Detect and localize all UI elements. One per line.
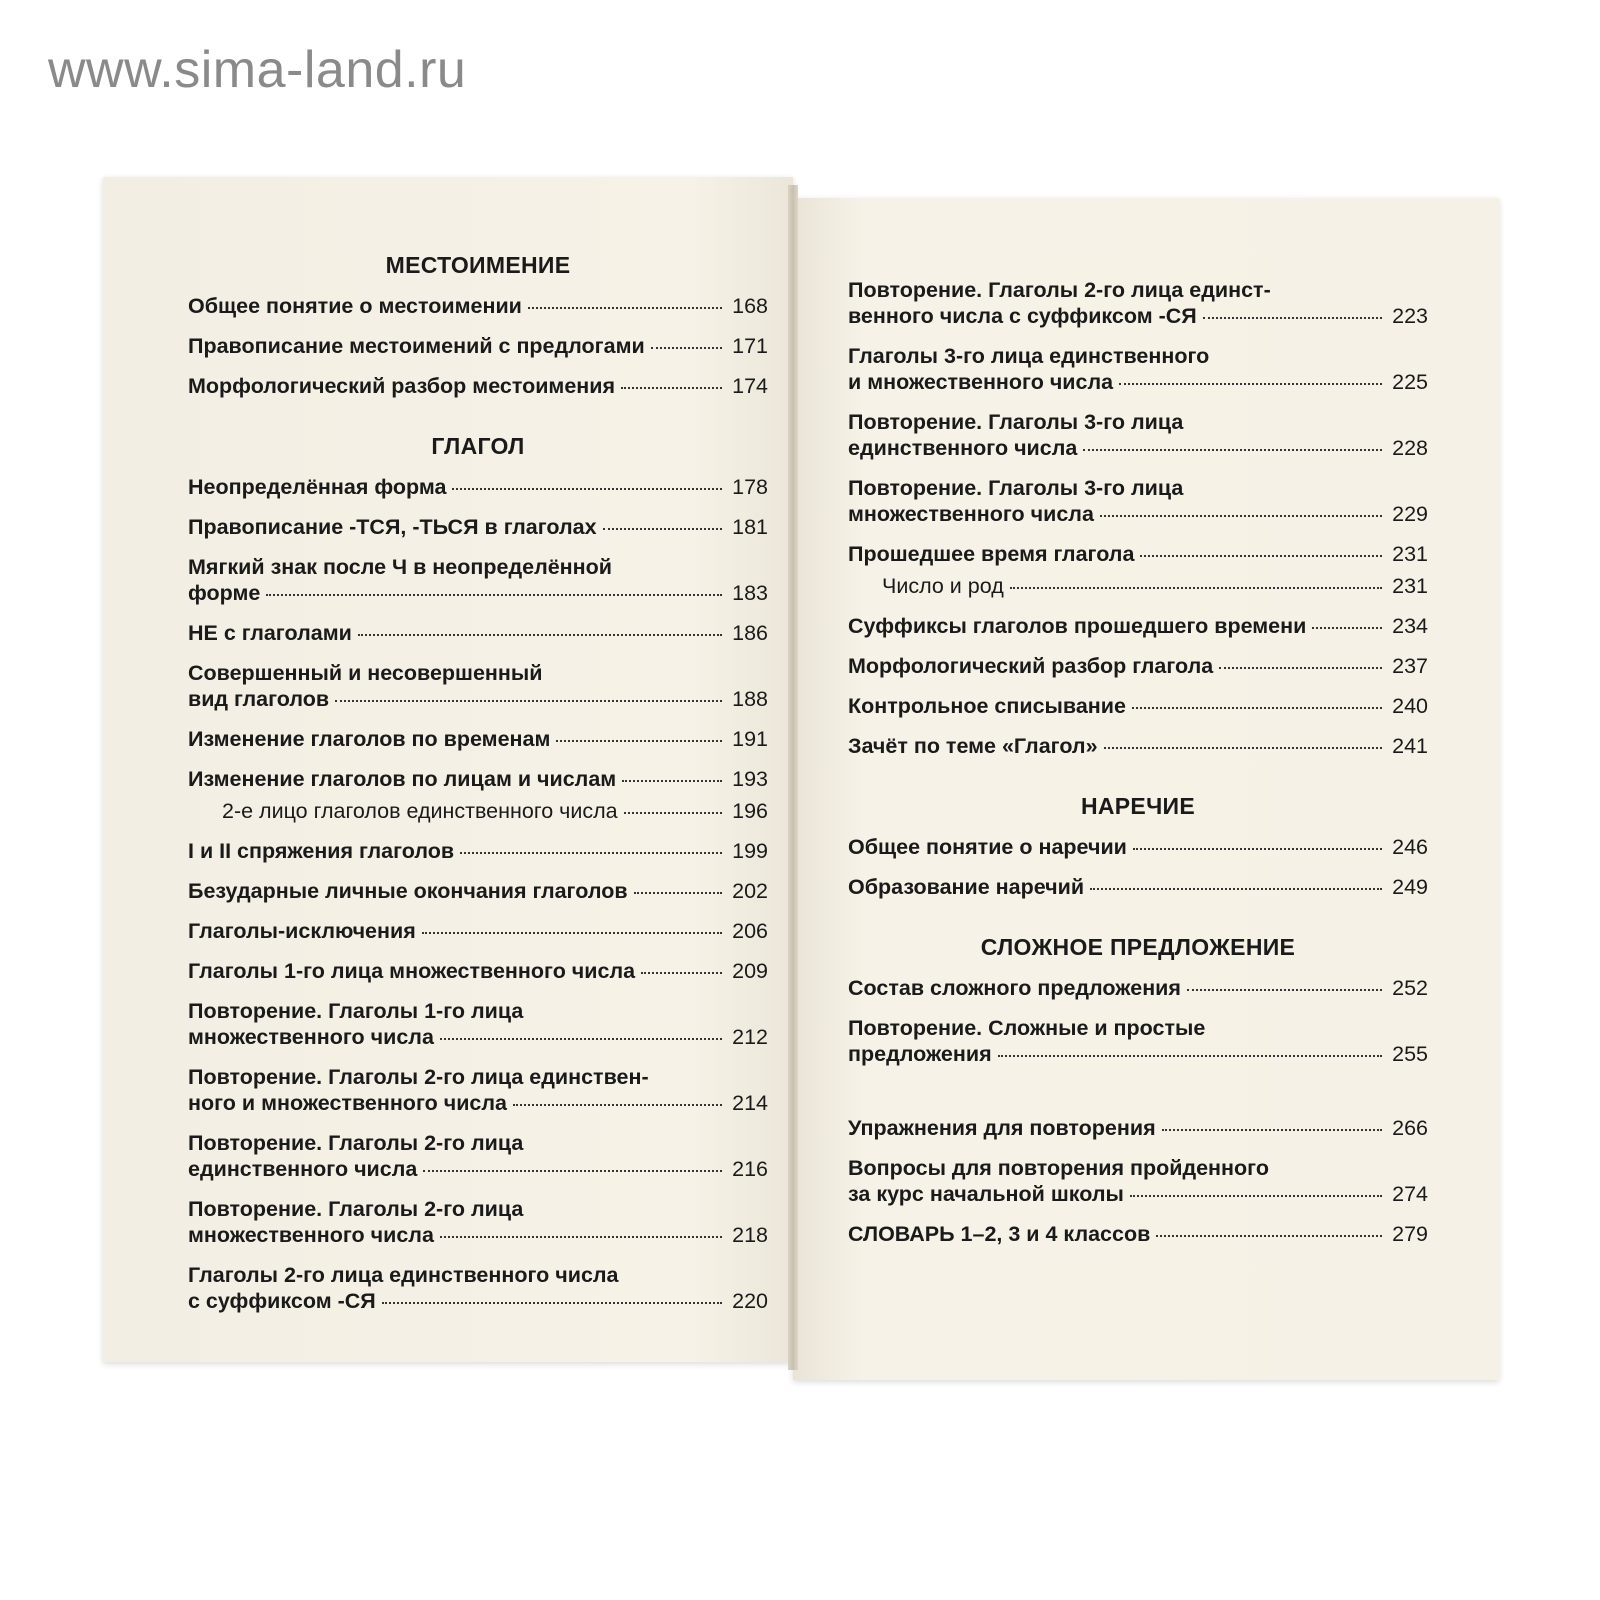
page-number: 199 [732, 839, 768, 863]
entry-last-line [188, 878, 768, 904]
page-number: 216 [732, 1157, 768, 1181]
section-heading: СЛОЖНОЕ ПРЕДЛОЖЕНИЕ [980, 934, 1296, 960]
entry-title-line: Изменение глаголов по лицам и числам [188, 767, 617, 791]
toc-entry [188, 998, 768, 1050]
entry-last-line [848, 1221, 1428, 1247]
page-number: 229 [1392, 502, 1428, 526]
entry-title-line: Состав сложного предложения [848, 976, 1181, 1000]
page-number: 168 [732, 294, 768, 318]
page-number: 212 [732, 1025, 768, 1049]
page-number: 231 [1392, 542, 1428, 566]
entry-last-line [848, 874, 1428, 900]
toc-entry [188, 918, 768, 944]
book-gutter [788, 185, 798, 1370]
entry-last-line [188, 766, 768, 792]
toc-entry [188, 620, 768, 646]
entry-title-line: венного числа с суффиксом -СЯ [848, 304, 1197, 328]
toc-entry [188, 660, 768, 712]
entry-title-line: I и II спряжения глаголов [188, 839, 455, 863]
entry-title-line: Изменение глаголов по временам [188, 727, 551, 751]
entry-title-line: форме [188, 581, 261, 605]
dot-leader [556, 740, 722, 742]
page-number: 196 [732, 799, 768, 823]
entry-title-line: Морфологический разбор глагола [848, 654, 1214, 678]
entry-last-line [188, 620, 768, 646]
entry-last-line [188, 838, 768, 864]
entry-last-line [848, 369, 1428, 395]
entry-title-line: Мягкий знак после Ч в неопределённой [188, 555, 613, 579]
entry-title-line: Повторение. Глаголы 3-го лица [848, 476, 1184, 500]
entry-last-line [188, 918, 768, 944]
dot-leader [513, 1104, 722, 1106]
entry-title-line: Прошедшее время глагола [848, 542, 1135, 566]
dot-leader [440, 1038, 722, 1040]
toc-entry [848, 541, 1428, 567]
entry-title-line: Морфологический разбор местоимения [188, 374, 616, 398]
entry-last-line [188, 514, 768, 540]
page-number: 266 [1392, 1116, 1428, 1140]
entry-title-line: единственного числа [188, 1157, 418, 1181]
entry-last-line [188, 686, 768, 712]
entry-last-line [188, 726, 768, 752]
entry-title-line: множественного числа [848, 502, 1094, 526]
toc-entry [188, 958, 768, 984]
entry-title-line: Неопределённая форма [188, 475, 447, 499]
dot-leader [1162, 1129, 1382, 1131]
section-gap [188, 399, 768, 433]
dot-leader [1090, 888, 1382, 890]
entry-title-line: Общее понятие о местоимении [188, 294, 522, 318]
toc-entry [188, 1262, 768, 1314]
toc-entry [848, 733, 1428, 759]
entry-title-line: Повторение. Глаголы 1-го лица [188, 999, 524, 1023]
toc-entry [848, 573, 1428, 599]
entry-title-line: Образование наречий [848, 875, 1085, 899]
dot-leader [621, 387, 722, 389]
dot-leader [624, 812, 722, 814]
page-number: 193 [732, 767, 768, 791]
dot-leader [423, 1170, 722, 1172]
dot-leader [641, 972, 722, 974]
page-number: 188 [732, 687, 768, 711]
toc-section [848, 1067, 1428, 1247]
page-number: 279 [1392, 1222, 1428, 1246]
toc-entry [848, 1221, 1428, 1247]
toc-entry [848, 475, 1428, 527]
entry-title-line: Общее понятие о наречии [848, 835, 1127, 859]
toc-entry [848, 1115, 1428, 1141]
dot-leader [622, 780, 722, 782]
toc-section [188, 399, 768, 1314]
toc-section [848, 277, 1428, 759]
page-number: 178 [732, 475, 768, 499]
toc-entry [848, 693, 1428, 719]
entry-title-line: Правописание местоимений с предлогами [188, 334, 645, 358]
toc-entry [188, 726, 768, 752]
entry-title-line: Зачёт по теме «Глагол» [848, 734, 1098, 758]
section-gap [848, 759, 1428, 793]
entry-last-line [848, 303, 1428, 329]
dot-leader [460, 852, 722, 854]
entry-title-line: Повторение. Глаголы 2-го лица единствен- [188, 1065, 649, 1089]
entry-last-line [188, 580, 768, 606]
page-number: 223 [1392, 304, 1428, 328]
entry-last-line [848, 541, 1428, 567]
page-number: 214 [732, 1091, 768, 1115]
entry-last-line [188, 1024, 768, 1050]
toc-entry [188, 1196, 768, 1248]
entry-title-line: и множественного числа [848, 370, 1114, 394]
dot-leader [998, 1055, 1382, 1057]
entry-title-line: предложения [848, 1042, 992, 1066]
toc-entry [188, 554, 768, 606]
dot-leader [1119, 383, 1382, 385]
dot-leader [452, 488, 722, 490]
entry-last-line [848, 733, 1428, 759]
toc-entry [188, 878, 768, 904]
entry-title-line: Правописание -ТСЯ, -ТЬСЯ в глаголах [188, 515, 597, 539]
toc-entry [848, 613, 1428, 639]
toc-entry [848, 874, 1428, 900]
toc-entry [188, 474, 768, 500]
entry-title-line: Повторение. Глаголы 2-го лица единст- [848, 278, 1271, 302]
entry-title-line: с суффиксом -СЯ [188, 1289, 376, 1313]
page-number: 183 [732, 581, 768, 605]
entry-last-line [188, 293, 768, 319]
toc-entry [848, 409, 1428, 461]
toc-entry [188, 373, 768, 399]
dot-leader [1219, 667, 1382, 669]
toc-section [188, 252, 768, 399]
entry-last-line [188, 1288, 768, 1314]
page-number: 174 [732, 374, 768, 398]
page-number: 191 [732, 727, 768, 751]
entry-title-line: Глаголы 1-го лица множественного числа [188, 959, 636, 983]
entry-last-line [188, 333, 768, 359]
dot-leader [440, 1236, 722, 1238]
right-page-contents [848, 263, 1428, 1247]
section-heading: НАРЕЧИЕ [1080, 793, 1196, 819]
page-number: 228 [1392, 436, 1428, 460]
entry-title-line: Безударные личные окончания глаголов [188, 879, 628, 903]
entry-last-line [188, 1156, 768, 1182]
entry-title-line: Совершенный и несовершенный [188, 661, 543, 685]
dot-leader [1312, 627, 1382, 629]
page-number: 225 [1392, 370, 1428, 394]
entry-title-line: единственного числа [848, 436, 1078, 460]
toc-entry [188, 1130, 768, 1182]
dot-leader [1083, 449, 1382, 451]
page-number: 231 [1392, 574, 1428, 598]
entry-title-line: Контрольное списывание [848, 694, 1126, 718]
entry-last-line [882, 573, 1428, 599]
toc-entry [188, 514, 768, 540]
entry-title-line: Повторение. Глаголы 2-го лица [188, 1131, 524, 1155]
page-number: 237 [1392, 654, 1428, 678]
dot-leader [382, 1302, 722, 1304]
entry-title-line: Число и род [882, 574, 1004, 598]
dot-leader [1203, 317, 1382, 319]
watermark: www.sima-land.ru [48, 41, 467, 99]
entry-last-line [188, 474, 768, 500]
page-number: 246 [1392, 835, 1428, 859]
entry-title-line: ного и множественного числа [188, 1091, 507, 1115]
toc-entry [848, 653, 1428, 679]
toc-section [848, 759, 1428, 900]
entry-title-line: Повторение. Глаголы 2-го лица [188, 1197, 524, 1221]
entry-title-line: Вопросы для повторения пройденного [848, 1156, 1269, 1180]
entry-title-line: за курс начальной школы [848, 1182, 1124, 1206]
entry-title-line: Глаголы-исключения [188, 919, 416, 943]
entry-title-line: НЕ с глаголами [188, 621, 352, 645]
dot-leader [1156, 1235, 1382, 1237]
entry-last-line [222, 798, 768, 824]
entry-last-line [188, 958, 768, 984]
entry-last-line [848, 435, 1428, 461]
entry-last-line [848, 834, 1428, 860]
dot-leader [422, 932, 722, 934]
dot-leader [651, 347, 722, 349]
entry-title-line: множественного числа [188, 1025, 434, 1049]
entry-last-line [188, 373, 768, 399]
entry-title-line: Суффиксы глаголов прошедшего времени [848, 614, 1307, 638]
toc-entry [188, 766, 768, 792]
section-heading: МЕСТОИМЕНИЕ [385, 252, 571, 278]
toc-section [848, 900, 1428, 1067]
toc-entry [188, 838, 768, 864]
toc-entry [188, 333, 768, 359]
dot-leader [358, 634, 722, 636]
toc-entry [848, 1155, 1428, 1207]
section-gap [848, 1067, 1428, 1101]
page-number: 274 [1392, 1182, 1428, 1206]
entry-last-line [848, 975, 1428, 1001]
dot-leader [603, 528, 722, 530]
page-number: 252 [1392, 976, 1428, 1000]
dot-leader [634, 892, 722, 894]
toc-entry [188, 293, 768, 319]
entry-last-line [848, 1181, 1428, 1207]
dot-leader [1104, 747, 1382, 749]
page-number: 249 [1392, 875, 1428, 899]
entry-title-line: вид глаголов [188, 687, 330, 711]
page-number: 206 [732, 919, 768, 943]
page-number: 241 [1392, 734, 1428, 758]
page-number: 202 [732, 879, 768, 903]
entry-last-line [848, 1115, 1428, 1141]
toc-entry [848, 343, 1428, 395]
toc-entry [848, 277, 1428, 329]
section-heading: ГЛАГОЛ [431, 433, 525, 459]
page-number: 220 [732, 1289, 768, 1313]
page-number: 240 [1392, 694, 1428, 718]
toc-entry [188, 798, 768, 824]
entry-title-line: Повторение. Глаголы 3-го лица [848, 410, 1184, 434]
dot-leader [1100, 515, 1382, 517]
page-number: 234 [1392, 614, 1428, 638]
entry-title-line: множественного числа [188, 1223, 434, 1247]
entry-last-line [848, 613, 1428, 639]
entry-title-line: Упражнения для повторения [848, 1116, 1156, 1140]
dot-leader [1140, 555, 1382, 557]
dot-leader [1132, 707, 1382, 709]
entry-last-line [848, 501, 1428, 527]
entry-title-line: СЛОВАРЬ 1–2, 3 и 4 классов [848, 1222, 1151, 1246]
dot-leader [528, 307, 722, 309]
entry-last-line [188, 1090, 768, 1116]
entry-last-line [848, 653, 1428, 679]
entry-title-line: Повторение. Сложные и простые [848, 1016, 1206, 1040]
page-number: 218 [732, 1223, 768, 1247]
dot-leader [335, 700, 722, 702]
toc-entry [188, 1064, 768, 1116]
page-number: 171 [732, 334, 768, 358]
dot-leader [266, 594, 722, 596]
page-number: 181 [732, 515, 768, 539]
left-page-contents [188, 252, 768, 1314]
entry-last-line [848, 693, 1428, 719]
page-number: 255 [1392, 1042, 1428, 1066]
entry-last-line [188, 1222, 768, 1248]
entry-last-line [848, 1041, 1428, 1067]
entry-title-line: Глаголы 2-го лица единственного числа [188, 1263, 619, 1287]
dot-leader [1010, 587, 1382, 589]
toc-entry [848, 1015, 1428, 1067]
toc-entry [848, 975, 1428, 1001]
entry-title-line: 2-е лицо глаголов единственного числа [222, 799, 618, 823]
dot-leader [1187, 989, 1382, 991]
page-number: 186 [732, 621, 768, 645]
toc-entry [848, 834, 1428, 860]
page-number: 209 [732, 959, 768, 983]
entry-title-line: Глаголы 3-го лица единственного [848, 344, 1210, 368]
section-gap [848, 900, 1428, 934]
dot-leader [1130, 1195, 1382, 1197]
dot-leader [1133, 848, 1382, 850]
